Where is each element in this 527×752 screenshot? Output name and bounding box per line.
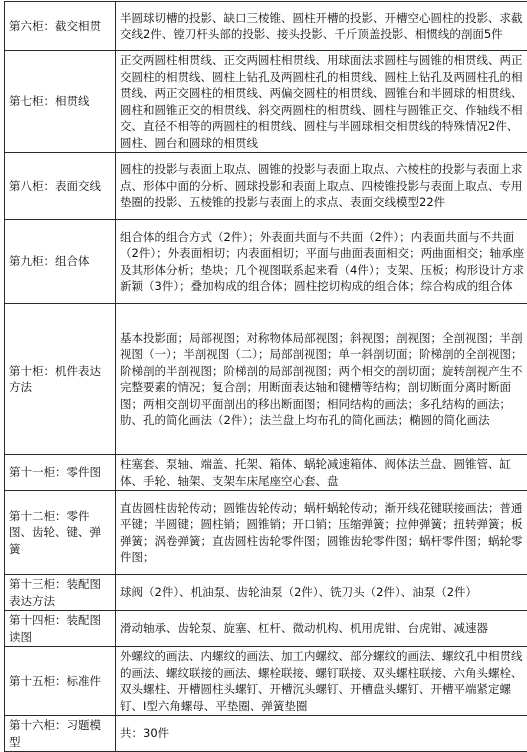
- cabinet-contents: 共：30件: [116, 716, 527, 752]
- cabinet-contents: 圆柱的投影与表面上取点、圆锥的投影与表面上取点、六棱柱的投影与表面上求点、形体中面的分析、圆球投影和表面上取点、四棱锥投影与表面上取点、专用垫圈的投影、五棱锥的投影与表面上的求点、表面交线模型22件: [116, 153, 527, 220]
- table-row: [5, 51, 527, 153]
- cabinet-table: [4, 1, 527, 752]
- cabinet-label: 第十三柜：装配图表达方法: [5, 575, 116, 611]
- table-row: [5, 491, 527, 575]
- cabinet-label: 第九柜：组合体: [5, 220, 116, 304]
- table-row: [5, 716, 527, 752]
- table-row: [5, 611, 527, 647]
- cabinet-contents: 柱塞套、泵轴、端盖、托架、箱体、蜗轮减速箱体、阀体法兰盘、圆锥管、缸体、手轮、轴架、支架车床尾座空心套、盘: [116, 455, 527, 491]
- cabinet-contents: 外螺纹的画法、内螺纹的画法、加工内螺纹、部分螺纹的画法、螺纹孔中相贯线的画法、螺纹联接的画法、螺栓联接、螺钉联接、双头螺柱联接、六角头螺栓、双头螺柱、开槽圆柱头螺钉、开槽沉头螺钉、开槽盘头螺钉、开槽平端紧定螺钉、I型六角螺母、平垫圈、弹簧垫圈: [116, 647, 527, 716]
- cabinet-label: 第八柜：表面交线: [5, 153, 116, 220]
- table-row: [5, 575, 527, 611]
- table-row: [5, 2, 527, 51]
- cabinet-contents: 球阀（2件）、机油泵、齿轮油泵（2件）、铣刀头（2件）、油泵（2件）: [116, 575, 527, 611]
- cabinet-contents: 半圆球切槽的投影、缺口三棱锥、圆柱开槽的投影、开槽空心圆柱的投影、求截交线2件、镗刀杆头部的投影、接头投影、千斤顶盖投影、相惯线的剖面5件: [116, 2, 527, 51]
- table-row: [5, 304, 527, 455]
- cabinet-label: 第十四柜：装配图读图: [5, 611, 116, 647]
- cabinet-label: 第十一柜：零件图: [5, 455, 116, 491]
- cabinet-table-container: [4, 1, 521, 752]
- cabinet-label: 第七柜：相贯线: [5, 51, 116, 153]
- cabinet-label: 第十二柜：零件图、齿轮、键、弹簧: [5, 491, 116, 575]
- cabinet-label: 第十六柜：习题模型: [5, 716, 116, 752]
- cabinet-contents: 组合体的组合方式（2件）；外表面共面与不共面（2件）；内表面共面与不共面（2件）；外表面相切；内表面相切；平面与曲面表面相交；两曲面相交；轴承座及其形体分析；垫块；几个视图联系起来看（4件）；支架、压板；构形设计方求新颖（3件）；叠加构成的组合体；圆柱挖切构成的组合体；综合构成的组合体: [116, 220, 527, 304]
- cabinet-label: 第六柜：截交相贯: [5, 2, 116, 51]
- cabinet-contents: 正交两圆柱相贯线、正交两圆柱相贯线、用球面法求圆柱与圆锥的相贯线、两正交圆柱的相贯线、圆柱上钻孔及两圆柱孔的相贯线、圆柱上钻孔及两圆柱孔的相贯线、两正交圆柱的相贯线、两偏交圆柱的相贯线、圆锥台和半圆球的相贯线、圆柱和圆锥正交的相贯线、斜交两圆柱的相贯线、圆柱与圆锥正交、作轴线不相交、直径不相等的两圆柱的相贯线、圆柱与半圆球相交相贯线的特殊情况2件、圆柱、圆台和圆球的相贯线: [116, 51, 527, 153]
- table-row: [5, 220, 527, 304]
- table-row: [5, 153, 527, 220]
- table-row: [5, 455, 527, 491]
- cabinet-label: 第十五柜：标准件: [5, 647, 116, 716]
- cabinet-label: 第十柜：机件表达方法: [5, 304, 116, 455]
- table-row: [5, 647, 527, 716]
- cabinet-contents: 基本投影面；局部视图；对称物体局部视图；斜视图；剖视图；全剖视图；半剖视图（一）；半剖视图（二）；局部剖视图；单一斜剖切面；阶梯剖的全剖视图；阶梯剖的半剖视图；阶梯剖的局部剖视图；两个相交的剖切面；旋转剖视产生不完整要素的情况；复合剖；用断面表达轴和键槽等结构；剖切断面分离时断面图；两相交剖切平面剖出的移出断面图；相同结构的画法；多孔结构的画法；肋、孔的简化画法（2件）；法兰盘上均布孔的简化画法；椭圆的简化画法: [116, 304, 527, 455]
- cabinet-contents: 直齿圆柱齿轮传动；圆锥齿轮传动；蜗杆蜗轮传动；渐开线花键联接画法；普通平键；半圆键；圆柱销；圆锥销；开口销；压缩弹簧；拉伸弹簧；扭转弹簧；板弹簧；涡卷弹簧；直齿圆柱齿轮零件图；圆锥齿轮零件图；蜗杆零件图；蜗轮零件图；: [116, 491, 527, 575]
- cabinet-contents: 滑动轴承、齿轮泵、旋塞、杠杆、微动机构、机用虎钳、台虎钳、减速器: [116, 611, 527, 647]
